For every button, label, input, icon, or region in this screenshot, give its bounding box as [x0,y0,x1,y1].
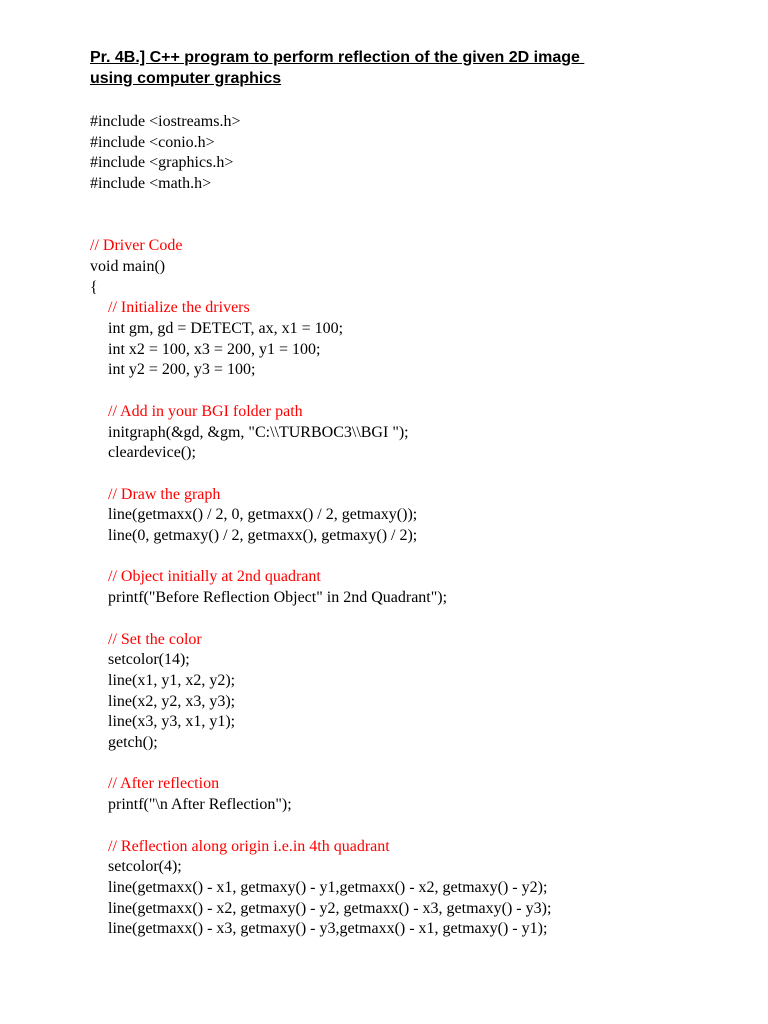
code-comment-line: // Object initially at 2nd quadrant [108,568,321,586]
code-line: #include <conio.h> [90,133,215,151]
code-line: line(getmaxx() - x2, getmaxy() - y2, getmaxx() - x3, getmaxy() - y3); [108,899,552,917]
code-line: setcolor(14); [108,651,190,669]
code-line: void main() [90,257,166,275]
code-line: line(x2, y2, x3, y3); [108,692,236,710]
code-line: #include <graphics.h> [90,154,234,172]
code-comment-line: // Initialize the drivers [108,299,250,317]
code-line: int y2 = 200, y3 = 100; [108,361,256,379]
code-line: int x2 = 100, x3 = 200, y1 = 100; [108,340,321,358]
document-title [90,48,690,89]
code-line: setcolor(4); [108,858,182,876]
code-line: cleardevice(); [108,444,196,462]
code-line: line(x3, y3, x1, y1); [108,713,236,731]
title-line-1: Pr. 4B.] C++ program to perform reflection of the given 2D image [90,49,585,66]
code-line: getch(); [108,734,158,751]
code-line: { [90,278,98,296]
code-comment-line: // Set the color [108,630,202,648]
code-comment-line: // Driver Code [90,237,183,255]
code-comment-line: // After reflection [108,775,220,793]
code-line: line(getmaxx() - x3, getmaxy() - y3,getmaxx() - x1, getmaxy() - y1); [108,920,548,938]
code-line: int gm, gd = DETECT, ax, x1 = 100; [108,320,344,337]
title-line-2: using computer graphics [90,69,282,87]
code-line: line(0, getmaxy() / 2, getmaxx(), getmaxy() / 2); [108,527,418,544]
code-line: printf("\n After Reflection"); [108,796,292,814]
code-line: line(getmaxx() / 2, 0, getmaxx() / 2, getmaxy()); [108,506,418,524]
code-line: #include <iostreams.h> [90,113,241,130]
code-line: initgraph(&gd, &gm, "C:\\TURBOC3\\BGI "); [108,423,409,441]
code-line: printf("Before Reflection Object" in 2nd Quadrant"); [108,589,448,607]
code-line: line(getmaxx() - x1, getmaxy() - y1,getmaxx() - x2, getmaxy() - y2); [108,878,548,896]
code-comment-line: // Reflection along origin i.e.in 4th quadrant [108,837,390,855]
code-comment-line: // Draw the graph [108,485,221,503]
code-line: #include <math.h> [90,175,212,193]
code-comment-line: // Add in your BGI folder path [108,402,303,420]
code-line: line(x1, y1, x2, y2); [108,671,236,689]
